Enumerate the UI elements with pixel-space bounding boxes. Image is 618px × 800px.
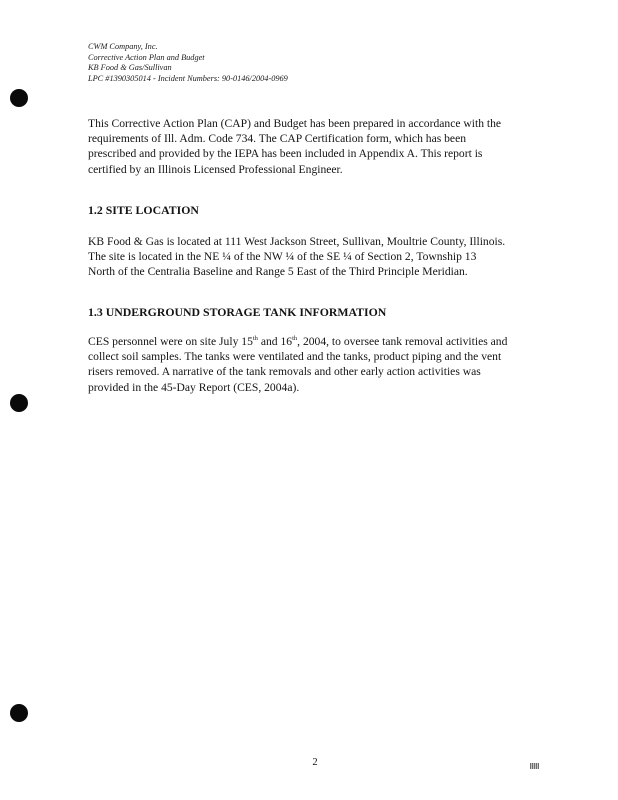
text-line: requirements of Ill. Adm. Code 734. The CAP Certification form, which has been <box>88 132 467 146</box>
site-location-paragraph <box>88 234 554 280</box>
running-header <box>88 42 528 84</box>
text-fragment: , 2004, to oversee tank removal activities and <box>297 335 508 348</box>
text-line: The site is located in the NE ¼ of the NW ¼ of the SE ¼ of Section 2, Township 13 <box>88 250 477 264</box>
text-line: KB Food & Gas is located at 111 West Jackson Street, Sullivan, Moultrie County, Illinois. <box>88 235 506 248</box>
section-heading-ust-information: 1.3 UNDERGROUND STORAGE TANK INFORMATION <box>88 305 387 319</box>
text-line: North of the Centralia Baseline and Range 5 East of the Third Principle Meridian. <box>88 265 468 279</box>
binder-hole <box>10 704 28 722</box>
text-line: prescribed and provided by the IEPA has been included in Appendix A. This report is <box>88 147 483 161</box>
ust-paragraph <box>88 334 554 395</box>
text-line: risers removed. A narrative of the tank removals and other early action activities was <box>88 365 481 379</box>
text-line: This Corrective Action Plan (CAP) and Budget has been prepared in accordance with the <box>88 117 502 130</box>
text-fragment: CES personnel were on site July 15 <box>88 335 253 348</box>
header-incident-ids: LPC #1390305014 - Incident Numbers: 90-0146/2004-0969 <box>88 73 288 83</box>
ordinal-suffix: th <box>292 335 298 343</box>
text-line: certified by an Illinois Licensed Professional Engineer. <box>88 162 343 176</box>
section-heading-site-location: 1.2 SITE LOCATION <box>88 203 199 217</box>
scan-mark <box>530 763 539 769</box>
text-line <box>88 334 554 349</box>
text-line: collect soil samples. The tanks were ventilated and the tanks, product piping and the vent <box>88 350 502 364</box>
page-number: 2 <box>312 757 318 768</box>
header-company: CWM Company, Inc. <box>88 42 158 51</box>
header-site: KB Food & Gas/Sullivan <box>88 63 172 72</box>
binder-hole <box>10 89 28 107</box>
ordinal-suffix: th <box>252 335 258 343</box>
text-line: provided in the 45-Day Report (CES, 2004a). <box>88 380 300 394</box>
header-document-title: Corrective Action Plan and Budget <box>88 52 205 62</box>
binder-hole <box>10 394 28 412</box>
intro-paragraph <box>88 116 554 177</box>
text-fragment: and 16 <box>257 335 293 348</box>
